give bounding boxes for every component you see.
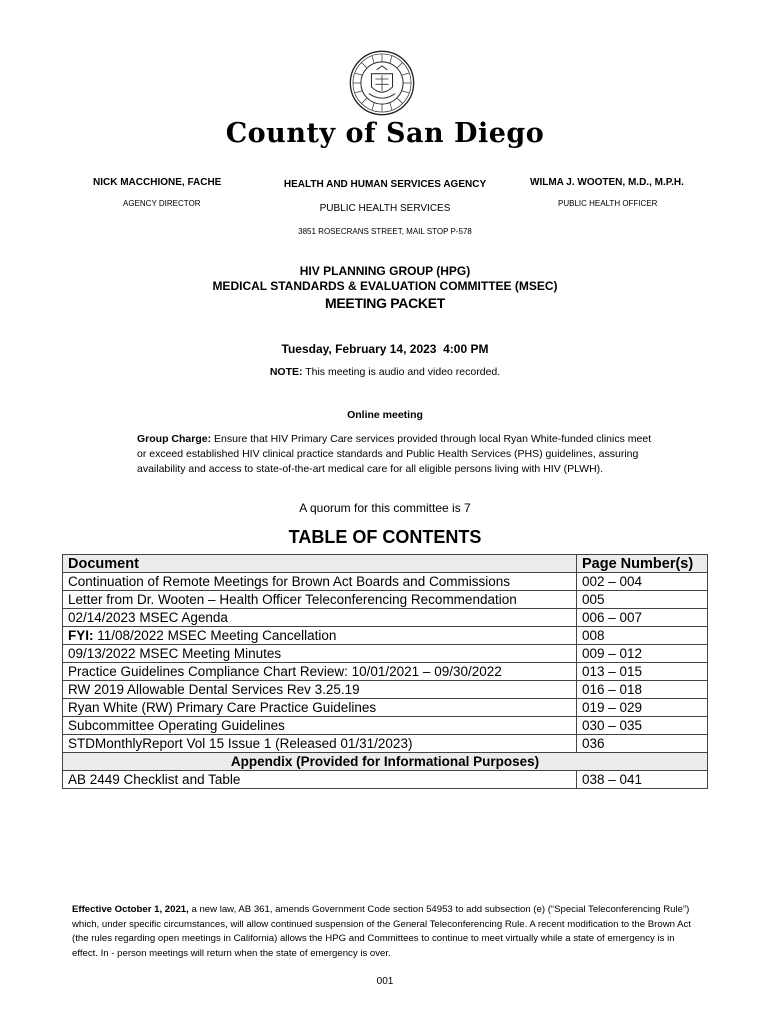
toc-document-text: STDMonthlyReport Vol 15 Issue 1 (Released 01/31/2023) [68, 735, 413, 751]
toc-pages-cell: 038 – 041 [577, 771, 708, 789]
committee-heading: MEDICAL STANDARDS & EVALUATION COMMITTEE (MSEC) [212, 279, 558, 293]
table-row [63, 681, 708, 699]
toc-document-text: 09/13/2022 MSEC Meeting Minutes [68, 645, 282, 661]
table-row [63, 627, 708, 645]
toc-pages-cell: 019 – 029 [577, 699, 708, 717]
toc-appendix-label: Appendix (Provided for Informational Purposes) [63, 753, 708, 771]
table-row [63, 663, 708, 681]
toc-pages-cell: 005 [577, 591, 708, 609]
toc-col-document: Document [63, 555, 577, 573]
toc-document-text: Practice Guidelines Compliance Chart Review: 10/01/2021 – 09/30/2022 [68, 663, 502, 679]
toc-title: TABLE OF CONTENTS [288, 527, 482, 547]
footer-bold-lead: Effective October 1, 2021, [72, 904, 189, 915]
table-row [63, 645, 708, 663]
agency-director-name: NICK MACCHIONE, FACHE [93, 177, 222, 188]
meeting-date: Tuesday, February 14, 2023 4:00 PM [281, 342, 489, 356]
department-name: PUBLIC HEALTH SERVICES [319, 203, 451, 214]
toc-col-pages: Page Number(s) [577, 555, 708, 573]
toc-document-cell [63, 735, 577, 753]
table-row [63, 573, 708, 591]
toc-pages-cell: 009 – 012 [577, 645, 708, 663]
toc-document-text: Continuation of Remote Meetings for Brown Act Boards and Commissions [68, 573, 510, 589]
table-row [63, 735, 708, 753]
toc-document-cell [63, 681, 577, 699]
toc-pages-cell: 036 [577, 735, 708, 753]
county-title: County of San Diego [225, 118, 545, 149]
toc-document-cell [63, 573, 577, 591]
county-seal-icon [349, 50, 415, 116]
packet-heading: MEETING PACKET [325, 295, 445, 311]
address: 3851 ROSECRANS STREET, MAIL STOP P-578 [298, 227, 472, 236]
toc-document-cell [63, 663, 577, 681]
table-row [63, 609, 708, 627]
toc-pages-cell: 008 [577, 627, 708, 645]
table-row [63, 717, 708, 735]
public-health-officer-title: PUBLIC HEALTH OFFICER [558, 199, 658, 208]
footer-text: a new law, AB 361, amends Government Code section 54953 to add subsection (e) (“Special Teleconferencing Rule”) which, under specific circumstances, will allow continued suspension of the General Teleconferencing Rule. A recent modification to the Brown Act (the rules regarding open meetings in California) allows the HPG and Committees to continue to meet virtually while a state of emergency is in effect. In - person meetings will return when the state of emergency is over. [72, 904, 691, 959]
group-heading: HIV PLANNING GROUP (HPG) [299, 264, 471, 278]
toc-pages-cell: 030 – 035 [577, 717, 708, 735]
quorum-text: A quorum for this committee is 7 [299, 501, 471, 515]
agency-director-title: AGENCY DIRECTOR [123, 199, 201, 208]
toc-document-cell [63, 591, 577, 609]
note-label: NOTE: [269, 366, 303, 378]
recording-note [0, 366, 770, 378]
toc-pages-cell: 013 – 015 [577, 663, 708, 681]
note-text: This meeting is audio and video recorded. [302, 366, 501, 378]
toc-header-row [63, 555, 708, 573]
toc-pages-cell: 006 – 007 [577, 609, 708, 627]
table-row [63, 771, 708, 789]
toc-prefix: FYI: [68, 627, 94, 643]
toc-document-cell [63, 717, 577, 735]
toc-document-text: Letter from Dr. Wooten – Health Officer Teleconferencing Recommendation [68, 591, 517, 607]
toc-pages-cell: 002 – 004 [577, 573, 708, 591]
toc-document-text: Subcommittee Operating Guidelines [68, 717, 285, 733]
toc-pages-cell: 016 – 018 [577, 681, 708, 699]
group-charge-label: Group Charge: [137, 433, 212, 445]
public-health-officer-name: WILMA J. WOOTEN, M.D., M.P.H. [530, 177, 684, 188]
toc-document-cell [63, 609, 577, 627]
toc-appendix-row [63, 753, 708, 771]
table-row [63, 591, 708, 609]
toc-document-cell: AB 2449 Checklist and Table [63, 771, 577, 789]
toc-document-cell [63, 699, 577, 717]
page-number: 001 [376, 976, 394, 987]
toc-document-cell [63, 627, 577, 645]
toc-document-text: 02/14/2023 MSEC Agenda [68, 609, 228, 625]
toc-document-text: RW 2019 Allowable Dental Services Rev 3.25.19 [68, 681, 360, 697]
group-charge-text: Ensure that HIV Primary Care services provided through local Ryan White-funded clinics meet or exceed established HIV clinical practice standards and Public Health Services (PHS) guidelines, assuring availability and access to state-of-the-art medical care for all eligible persons living with HIV (PLWH). [137, 433, 652, 475]
online-meeting-label: Online meeting [347, 409, 423, 421]
toc-document-cell [63, 645, 577, 663]
group-charge [137, 432, 657, 477]
agency-name: HEALTH AND HUMAN SERVICES AGENCY [283, 179, 487, 190]
table-row [63, 699, 708, 717]
footer-notice [72, 903, 697, 961]
toc-table [62, 554, 708, 789]
toc-document-text: Ryan White (RW) Primary Care Practice Guidelines [68, 699, 377, 715]
toc-document-text: 11/08/2022 MSEC Meeting Cancellation [93, 627, 337, 643]
